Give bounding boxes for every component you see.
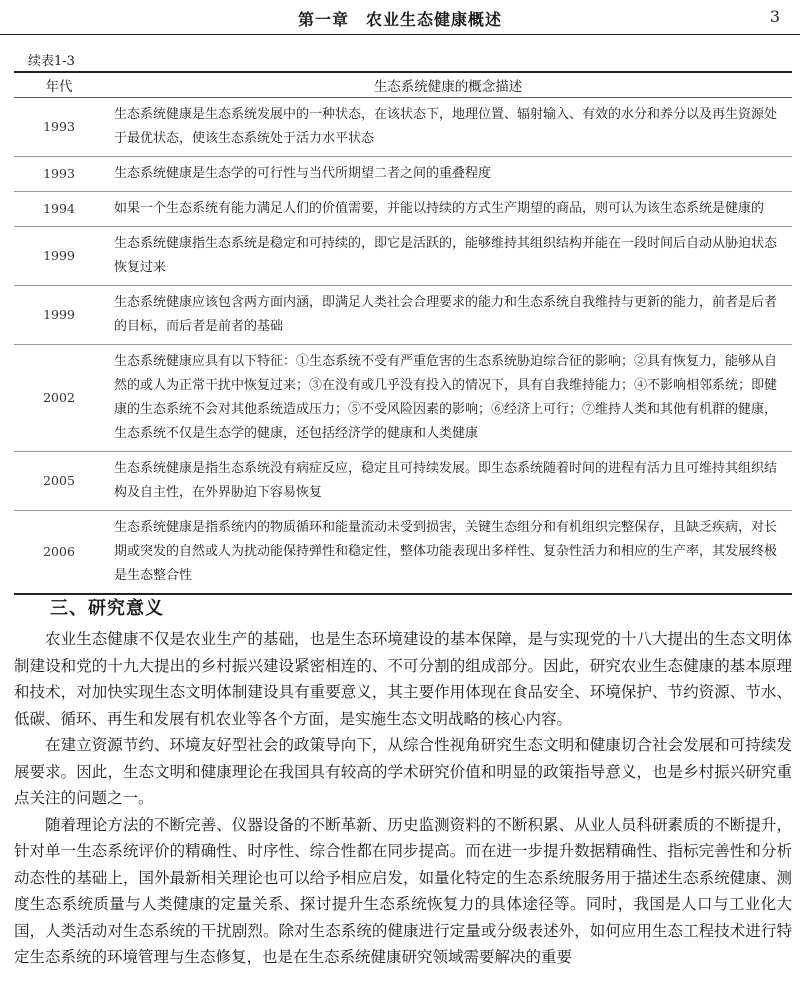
table-caption: 续表1-3	[28, 54, 75, 69]
chapter-title: 第一章 农业生态健康概述	[297, 10, 502, 29]
column-header-year: 年代	[14, 72, 104, 98]
concept-table	[14, 71, 792, 595]
table-header-row	[14, 72, 792, 98]
row-year: 1999	[14, 286, 104, 345]
row-description: 生态系统健康应具有以下特征：①生态系统不受有严重危害的生态系统胁迫综合征的影响；②具有恢复力，能够从自然的或人为正常干扰中恢复过来；③在没有或几乎没有投入的情况下，具有自我维持能力；④不影响相邻系统；即健康的生态系统不会对其他系统造成压力；⑤不受风险因素的影响；⑥经济上可行；⑦维持人类和其他有机群的健康，生态系统不仅是生态学的健康，还包括经济学的健康和人类健康	[104, 345, 792, 452]
row-description: 生态系统健康指生态系统是稳定和可持续的，即它是活跃的，能够维持其组织结构并能在一段时间后自动从胁迫状态恢复过来	[104, 227, 792, 286]
page-number: 3	[769, 7, 780, 26]
row-description: 如果一个生态系统有能力满足人们的价值需要，并能以持续的方式生产期望的商品，则可认为该生态系统是健康的	[104, 192, 792, 227]
row-year: 1993	[14, 157, 104, 192]
row-description: 生态系统健康是指系统内的物质循环和能量流动未受到损害，关键生态组分和有机组织完整保存，且缺乏疾病，对长期或突发的自然或人为扰动能保持弹性和稳定性，整体功能表现出多样性、复杂性活力和相应的生产率，其发展终极是生态整合性	[114, 520, 778, 583]
row-description: 生态系统健康是指生态系统没有病症反应，稳定且可持续发展。即生态系统随着时间的进程有活力且可维持其组织结构及自主性，在外界胁迫下容易恢复	[104, 452, 792, 511]
table-row	[14, 192, 792, 227]
section-body	[14, 626, 792, 971]
page-header	[0, 0, 800, 35]
row-year: 1999	[14, 227, 104, 286]
row-year: 2006	[43, 544, 75, 559]
row-description: 生态系统健康是生态学的可行性与当代所期望二者之间的重叠程度	[104, 157, 792, 192]
row-description: 生态系统健康是生态系统发展中的一种状态，在该状态下，地理位置、辐射输入、有效的水分和养分以及再生资源处于最优状态，使该生态系统处于活力水平状态	[104, 98, 792, 157]
row-year: 1994	[14, 192, 104, 227]
table-row	[14, 286, 792, 345]
table-row	[14, 157, 792, 192]
section-heading: 三、研究意义	[50, 598, 164, 619]
table-row	[14, 345, 792, 452]
row-year: 1993	[14, 98, 104, 157]
table-row	[14, 227, 792, 286]
row-year: 2005	[14, 452, 104, 511]
row-year: 2002	[14, 345, 104, 452]
paragraph: 随着理论方法的不断完善、仪器设备的不断革新、历史监测资料的不断积累、从业人员科研素质的不断提升，针对单一生态系统评价的精确性、时序性、综合性都在同步提高。而在进一步提升数据精确性、指标完善性和分析动态性的基础上，国外最新相关理论也可以给予相应启发，如量化特定的生态系统服务用于描述生态系统健康、测度生态系统质量与人类健康的定量关系、探讨提升生态系统恢复力的具体途径等。同时，我国是人口与工业化大国，人类活动对生态系统的干扰剧烈。除对生态系统的健康进行定量或分级表述外，如何应用生态工程技术进行特定生态系统的环境管理与生态修复，也是在生态系统健康研究领域需要解决的重要	[14, 815, 792, 966]
row-description: 生态系统健康应该包含两方面内涵，即满足人类社会合理要求的能力和生态系统自我维持与更新的能力，前者是后者的目标，而后者是前者的基础	[104, 286, 792, 345]
column-header-description: 生态系统健康的概念描述	[104, 72, 792, 98]
table-row	[14, 98, 792, 157]
table-row	[14, 452, 792, 511]
paragraph: 在建立资源节约、环境友好型社会的政策导向下，从综合性视角研究生态文明和健康切合社会发展和可持续发展要求。因此，生态文明和健康理论在我国具有较高的学术研究价值和明显的政策指导意义，也是乡村振兴研究重点关注的问题之一。	[14, 736, 792, 807]
table-row	[14, 511, 792, 595]
paragraph: 农业生态健康不仅是农业生产的基础，也是生态环境建设的基本保障，是与实现党的十八大提出的生态文明体制建设和党的十九大提出的乡村振兴建设紧密相连的、不可分割的组成部分。因此，研究农业生态健康的基本原理和技术，对加快实现生态文明体制建设具有重要意义，其主要作用体现在食品安全、环境保护、节约资源、节水、低碳、循环、再生和发展有机农业等各个方面，是实施生态文明战略的核心内容。	[14, 630, 792, 728]
